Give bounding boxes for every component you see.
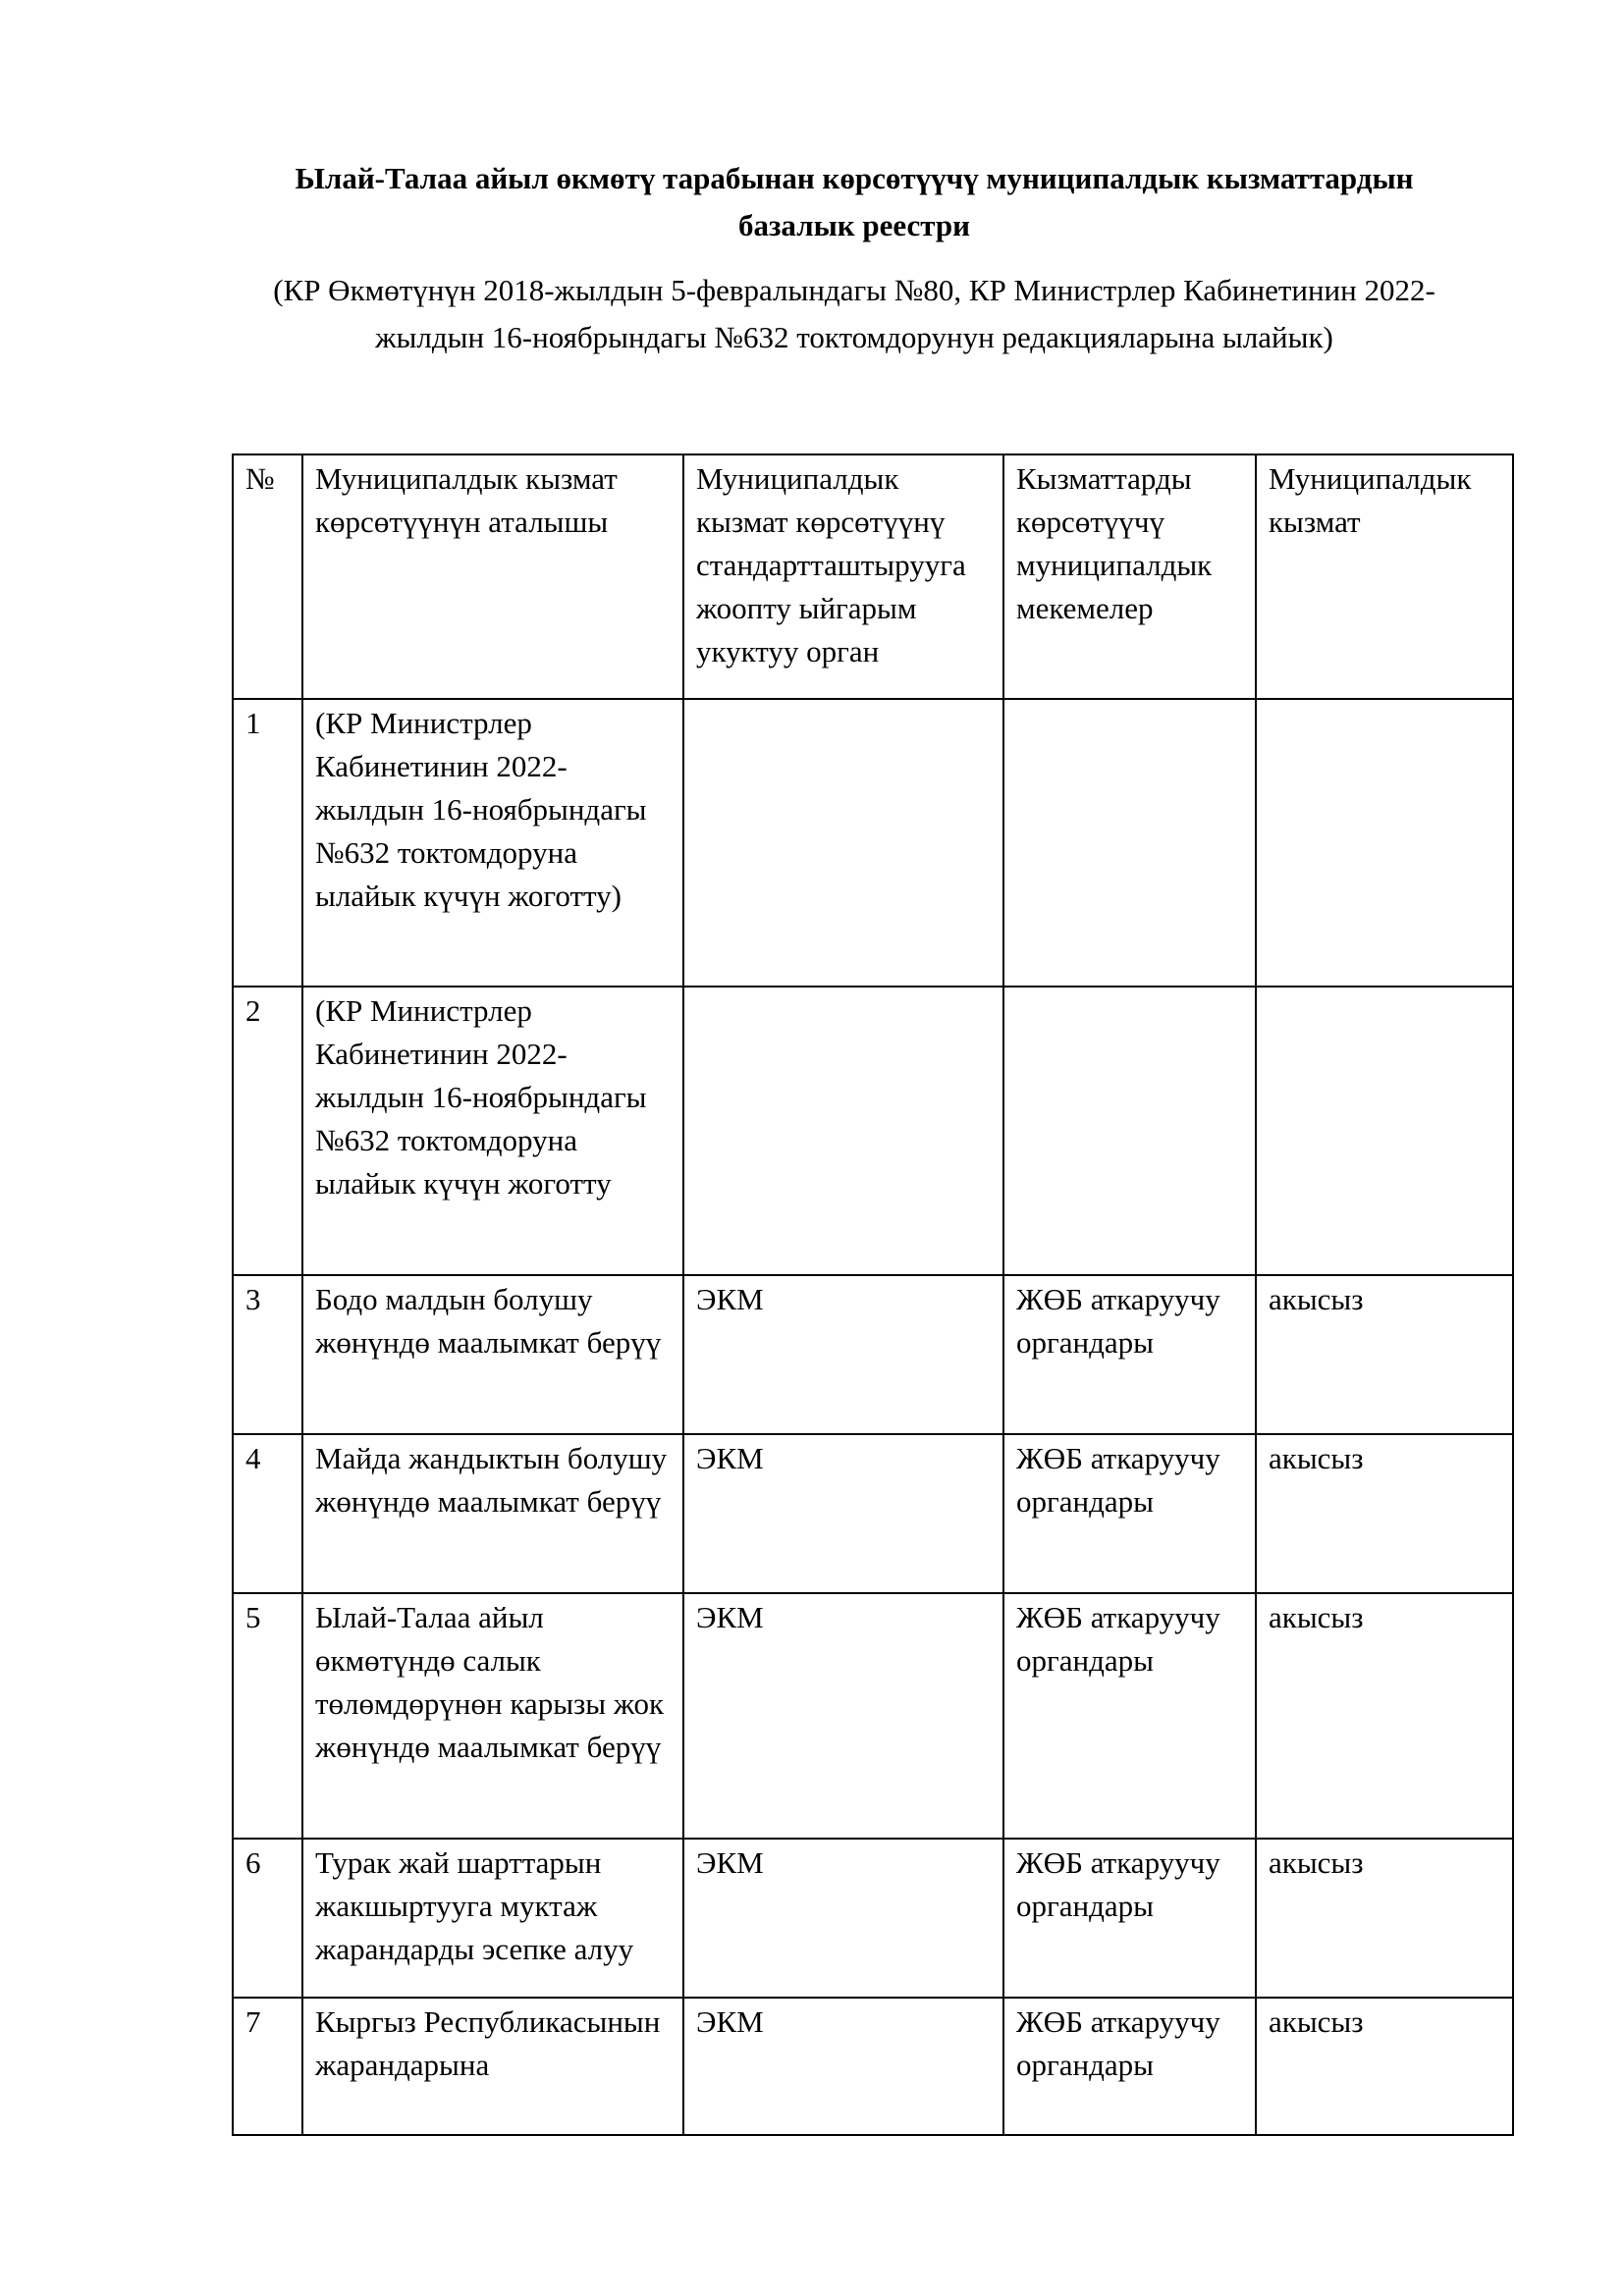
cell-service-name: (КР Министрлер Кабинетинин 2022-жылдын 16-ноябрындагы №632 токтомдоруна ылайык күчүн жоготту [302, 987, 683, 1275]
cell-service-fee: акысыз [1256, 1998, 1513, 2135]
cell-number: 4 [233, 1434, 302, 1593]
title-line-2: базалык реестри [737, 208, 971, 242]
services-registry-table [232, 454, 1514, 2136]
cell-service-name: (КР Министрлер Кабинетинин 2022-жылдын 16-ноябрындагы №632 токтомдоруна ылайык күчүн жоготту) [302, 699, 683, 987]
cell-number: 7 [233, 1998, 302, 2135]
cell-institutions: ЖӨБ аткаруучу органдары [1003, 1434, 1256, 1593]
header-cell-service-fee: Муниципалдык кызмат [1256, 454, 1513, 699]
cell-responsible-body [683, 699, 1003, 987]
cell-number: 5 [233, 1593, 302, 1839]
table-row [233, 1275, 1513, 1434]
header-cell-service-name: Муниципалдык кызмат көрсөтүүнүн аталышы [302, 454, 683, 699]
table-row [233, 1593, 1513, 1839]
table-row [233, 699, 1513, 987]
cell-institutions [1003, 987, 1256, 1275]
header-cell-number: № [233, 454, 302, 699]
cell-number: 1 [233, 699, 302, 987]
table-header-row [233, 454, 1513, 699]
table-row [233, 987, 1513, 1275]
subtitle-line-1: (КР Өкмөтүнүн 2018-жылдын 5-февралындагы №80, КР Министрлер Кабинетинин 2022- [273, 273, 1435, 307]
cell-responsible-body [683, 987, 1003, 1275]
cell-responsible-body: ЭКМ [683, 1275, 1003, 1434]
cell-service-fee [1256, 987, 1513, 1275]
cell-responsible-body: ЭКМ [683, 1434, 1003, 1593]
cell-number: 2 [233, 987, 302, 1275]
cell-service-fee: акысыз [1256, 1434, 1513, 1593]
cell-service-fee: акысыз [1256, 1839, 1513, 1998]
cell-responsible-body: ЭКМ [683, 1839, 1003, 1998]
document-subtitle [196, 267, 1512, 361]
cell-service-fee: акысыз [1256, 1593, 1513, 1839]
cell-service-name: Ылай-Талаа айыл өкмөтүндө салык төлөмдөрүнөн карызы жок жөнүндө маалымкат берүү [302, 1593, 683, 1839]
cell-number: 6 [233, 1839, 302, 1998]
table-row [233, 1839, 1513, 1998]
cell-service-name: Кыргыз Республикасынын жарандарына [302, 1998, 683, 2135]
cell-service-fee [1256, 699, 1513, 987]
cell-service-name: Бодо малдын болушу жөнүндө маалымкат берүү [302, 1275, 683, 1434]
document-title [196, 155, 1512, 249]
cell-number: 3 [233, 1275, 302, 1434]
cell-institutions [1003, 699, 1256, 987]
title-line-1: Ылай-Талаа айыл өкмөтү тарабынан көрсөтүүчү муниципалдык кызматтардын [295, 161, 1414, 195]
cell-service-name: Майда жандыктын болушу жөнүндө маалымкат берүү [302, 1434, 683, 1593]
cell-institutions: ЖӨБ аткаруучу органдары [1003, 1593, 1256, 1839]
header-cell-responsible-body: Муниципалдык кызмат көрсөтүүнү стандартташтырууга жоопту ыйгарым укуктуу орган [683, 454, 1003, 699]
cell-institutions: ЖӨБ аткаруучу органдары [1003, 1839, 1256, 1998]
cell-service-fee: акысыз [1256, 1275, 1513, 1434]
cell-service-name: Турак жай шарттарын жакшыртууга муктаж жарандарды эсепке алуу [302, 1839, 683, 1998]
cell-institutions: ЖӨБ аткаруучу органдары [1003, 1998, 1256, 2135]
header-cell-institutions: Кызматтарды көрсөтүүчү муниципалдык мекемелер [1003, 454, 1256, 699]
cell-responsible-body: ЭКМ [683, 1998, 1003, 2135]
subtitle-line-2: жылдын 16-ноябрындагы №632 токтомдорунун редакцияларына ылайык) [375, 320, 1333, 354]
table-row [233, 1434, 1513, 1593]
table-row [233, 1998, 1513, 2135]
cell-responsible-body: ЭКМ [683, 1593, 1003, 1839]
cell-institutions: ЖӨБ аткаруучу органдары [1003, 1275, 1256, 1434]
